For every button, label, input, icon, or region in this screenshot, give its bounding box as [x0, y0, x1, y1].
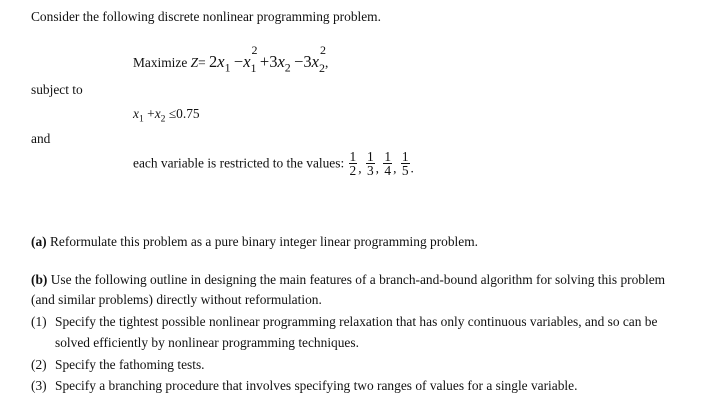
part-a: [31, 234, 478, 250]
term-4-op: −: [294, 52, 304, 71]
part-b-line2: (and similar problems) directly without reformulation.: [31, 292, 322, 307]
fraction-1-2: $\frac{1}{2}$: [349, 149, 357, 178]
term-4: 3x 2 $_2$: [303, 43, 326, 75]
item-3-number: (3): [31, 378, 47, 393]
term-3-op: +: [259, 52, 270, 71]
fraction-1-5: $\frac{1}{5}$: [401, 149, 409, 178]
constraint: $x_1 +x_2 \le 0.75$: [133, 106, 200, 125]
item-2-line1: Specify the fathoming tests.: [55, 357, 205, 372]
part-b-label: (b): [31, 272, 48, 287]
values-line: each variable is restricted to the values: $\frac{1}{2}$ , $\frac{1}{3}$ , $\frac{1}{4}$ , $\frac{1}{5}$ .: [133, 149, 414, 178]
objective-z: Z: [190, 55, 199, 70]
objective-label: Maximize: [133, 55, 188, 70]
term-2: x 2 $_1$: [243, 43, 258, 75]
item-1-line1: Specify the tightest possible nonlinear programming relaxation that has only continuous variables, and so can be: [55, 314, 658, 329]
values-text: each variable is restricted to the values:: [133, 155, 345, 171]
subject-to-label: subject to: [31, 82, 83, 97]
fraction-1-3: $\frac{1}{3}$: [366, 149, 374, 178]
part-a-label: (a): [31, 234, 47, 249]
term-2-op: −: [233, 52, 244, 71]
item-2-number: (2): [31, 357, 47, 372]
fraction-1-4: $\frac{1}{4}$: [384, 149, 392, 178]
part-b-text: Use the following outline in designing the main features of a branch-and-bound algorithm for solving this problem: [50, 272, 666, 287]
objective-function: [133, 43, 329, 75]
item-3-line1: Specify a branching procedure that involves specifying two ranges of values for a single variable.: [55, 378, 578, 393]
item-1-number: (1): [31, 314, 47, 329]
term-3: $3x_2$: [269, 52, 291, 75]
term-1: $2x_1$: [209, 52, 231, 75]
and-label: and: [31, 131, 51, 146]
intro-text: Consider the following discrete nonlinear programming problem.: [31, 9, 381, 24]
item-1-line2: solved efficiently by nonlinear programming techniques.: [55, 335, 359, 350]
part-b-line1: [31, 272, 665, 288]
part-a-text: Reformulate this problem as a pure binary integer linear programming problem.: [49, 234, 478, 249]
objective-end: ,: [324, 55, 329, 70]
objective-eq: =: [198, 55, 206, 70]
